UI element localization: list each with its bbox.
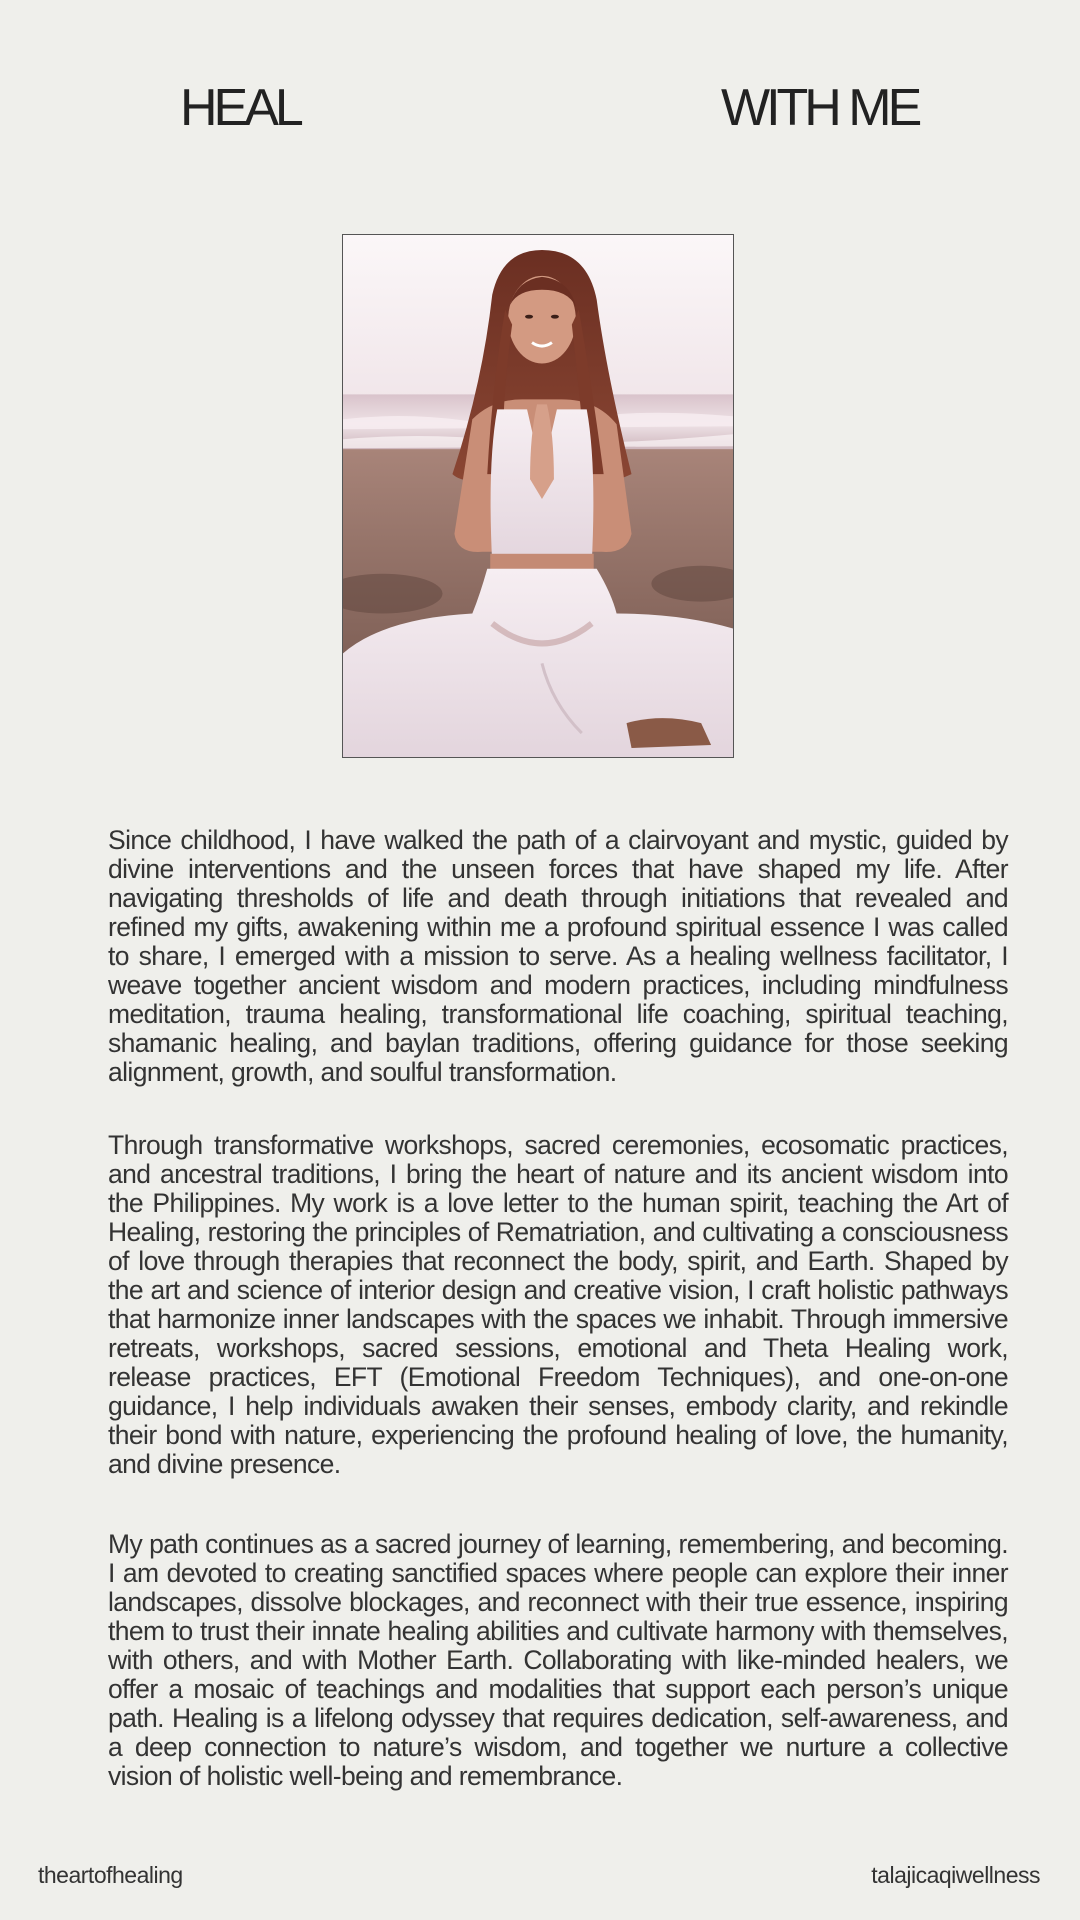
heading-with-me: WITH ME (721, 79, 919, 137)
meditating-woman-on-beach-photo (343, 235, 733, 757)
heading-heal: HEAL (180, 79, 300, 137)
paragraph-path: My path continues as a sacred journey of learning, remembering, and becoming. I am devoted to creating sanctified spaces where people can explore their inner landscapes, dissolve blockages, and reconnect with their true essence, inspiring them to trust their innate healing abilities and cultivate harmony with themselves, with others, and with Mother Earth. Collaborating with like-minded healers, we offer a mosaic of teachings and modalities that support each person’s unique path. Healing is a lifelong odyssey that requires dedication, self-awareness, and a deep connection to nature’s wisdom, and together we nurture a collective vision of holistic well-being and remembrance. (108, 1529, 1008, 1791)
footer-handle-theartofhealing: theartofhealing (38, 1862, 183, 1888)
footer-handle-talajicaqiwellness: talajicaqiwellness (871, 1862, 1040, 1888)
paragraph-practice: Through transformative workshops, sacred ceremonies, ecosomatic practices, and ancestral traditions, I bring the heart of nature and its ancient wisdom into the Philippines. My work is a love letter to the human spirit, teaching the Art of Healing, restoring the principles of Rematriation, and cultivating a consciousness of love through therapies that reconnect the body, spirit, and Earth. Shaped by the art and science of interior design and creative vision, I craft holistic pathways that harmonize inner landscapes with the spaces we inhabit. Through immersive retreats, workshops, sacred sessions, emotional and Theta Healing work, release practices, EFT (Emotional Freedom Techniques), and one-on-one guidance, I help individuals awaken their senses, embody clarity, and rekindle their bond with nature, experiencing the profound healing of love, the humanity, and divine presence. (108, 1130, 1008, 1479)
portrait-photo (342, 234, 734, 758)
paragraph-intro: Since childhood, I have walked the path of a clairvoyant and mystic, guided by divine interventions and the unseen forces that have shaped my life. After navigating thresholds of life and death through initiations that revealed and refined my gifts, awakening within me a profound spiritual essence I was called to share, I emerged with a mission to serve. As a healing wellness facilitator, I weave together ancient wisdom and modern practices, including mindfulness meditation, trauma healing, transformational life coaching, spiritual teaching, shamanic healing, and baylan traditions, offering guidance for those seeking alignment, growth, and soulful transformation. (108, 825, 1008, 1087)
